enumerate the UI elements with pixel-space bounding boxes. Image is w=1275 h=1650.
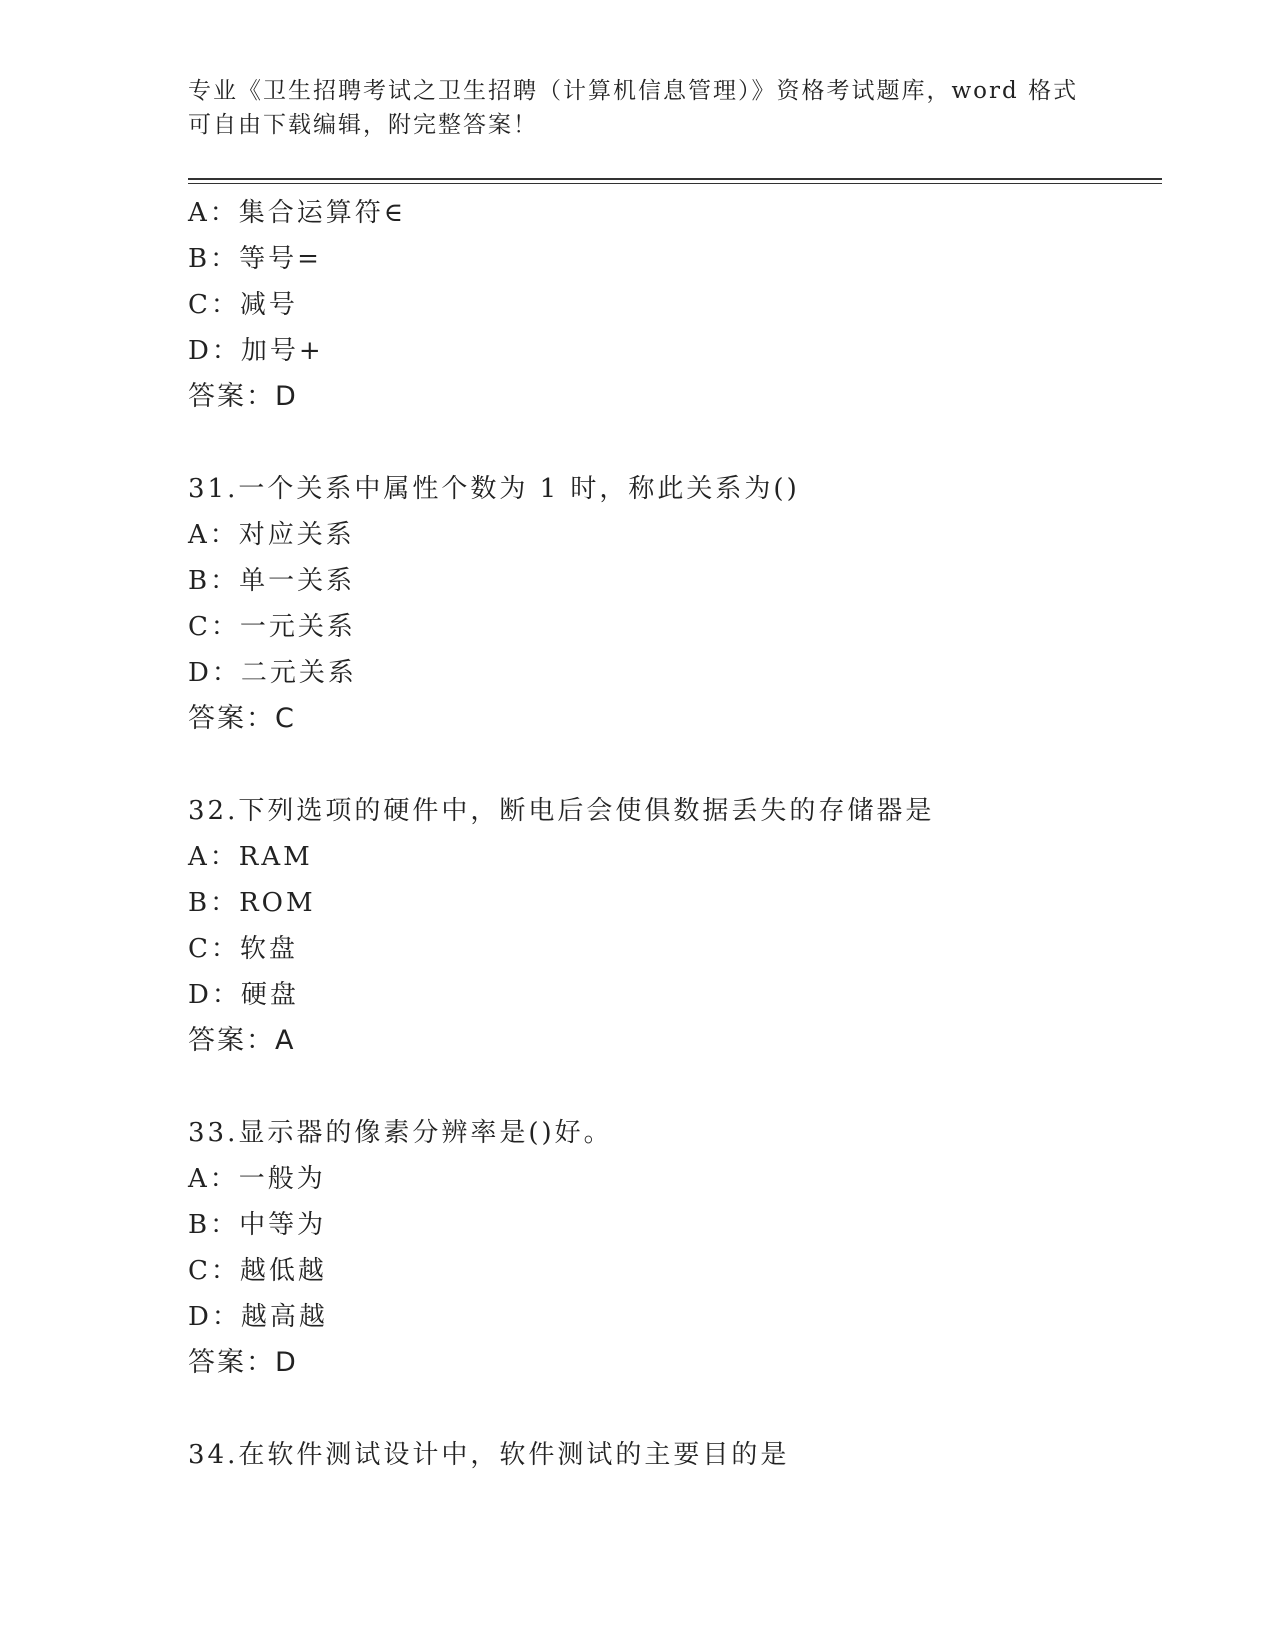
question-block	[188, 466, 1148, 742]
question-stem: 34.在软件测试设计中，软件测试的主要目的是	[188, 1440, 790, 1470]
spacer	[188, 1064, 1148, 1110]
header-line-2: 可自由下载编辑，附完整答案！	[188, 112, 538, 138]
header-divider-thin	[188, 183, 1162, 184]
option-d: D：硬盘	[188, 980, 299, 1010]
option-a: A：集合运算符∈	[188, 198, 407, 228]
option-b: B：单一关系	[188, 566, 356, 596]
answer-line: 答案：D	[188, 381, 298, 412]
question-list	[188, 190, 1148, 1478]
option-a: A：RAM	[188, 842, 313, 872]
option-d: D：二元关系	[188, 658, 357, 688]
option-b: B：ROM	[188, 888, 316, 918]
question-block	[188, 1432, 1148, 1478]
answer-line: 答案：D	[188, 1347, 298, 1378]
document-header	[188, 74, 1088, 142]
answer-line: 答案：A	[188, 1025, 296, 1056]
option-c: C：软盘	[188, 934, 298, 964]
spacer	[188, 742, 1148, 788]
option-c: C：一元关系	[188, 612, 356, 642]
option-a: A：对应关系	[188, 520, 355, 550]
question-block	[188, 788, 1148, 1064]
option-d: D：加号+	[188, 336, 324, 366]
option-c: C：减号	[188, 290, 298, 320]
question-stem: 33.显示器的像素分辨率是()好。	[188, 1118, 613, 1148]
option-b: B：等号=	[188, 244, 322, 274]
header-line-1: 专业《卫生招聘考试之卫生招聘（计算机信息管理）》资格考试题库，word 格式	[188, 78, 1079, 104]
question-block	[188, 190, 1148, 420]
option-a: A：一般为	[188, 1164, 326, 1194]
question-block	[188, 1110, 1148, 1386]
question-stem: 31.一个关系中属性个数为 1 时，称此关系为()	[188, 474, 800, 504]
answer-line: 答案：C	[188, 703, 296, 734]
spacer	[188, 1386, 1148, 1432]
spacer	[188, 420, 1148, 466]
question-stem: 32.下列选项的硬件中，断电后会使俱数据丢失的存储器是	[188, 796, 935, 826]
option-c: C：越低越	[188, 1256, 327, 1286]
option-b: B：中等为	[188, 1210, 327, 1240]
header-divider-thick	[188, 178, 1162, 180]
option-d: D：越高越	[188, 1302, 328, 1332]
